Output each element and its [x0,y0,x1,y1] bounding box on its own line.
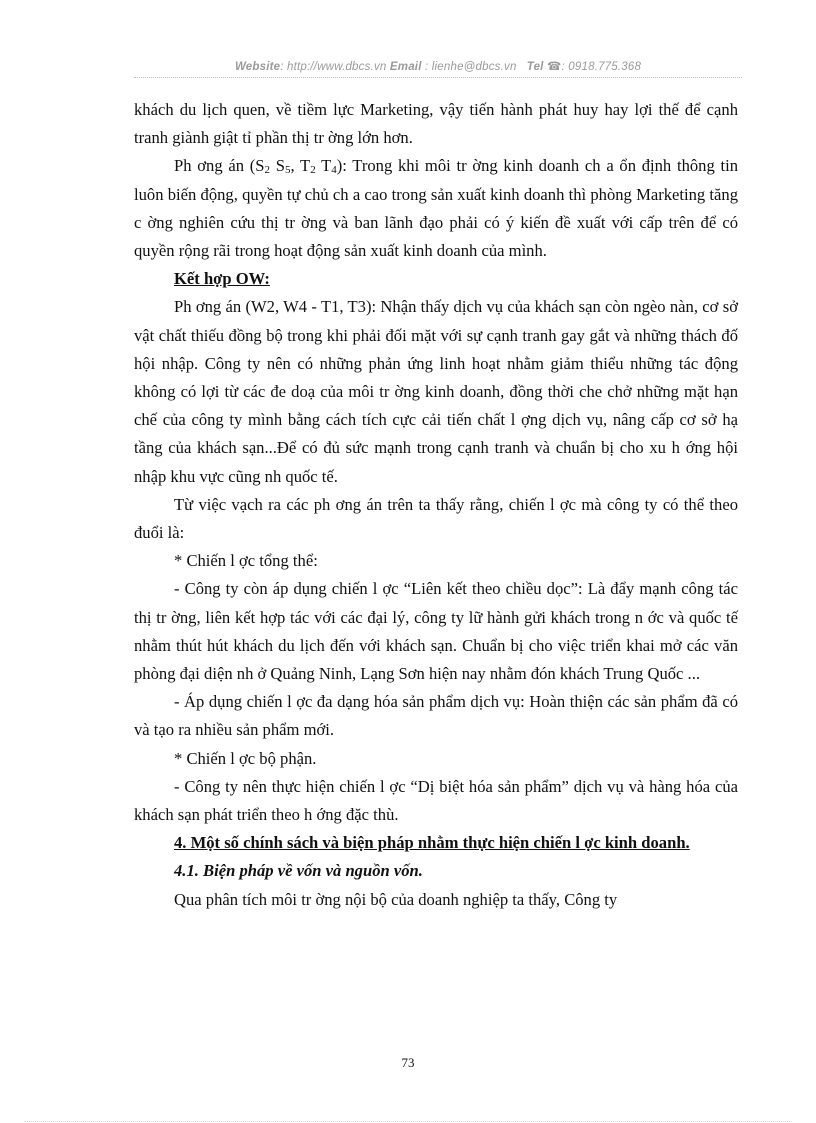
section-heading: 4. Một số chính sách và biện pháp nhằm thực hiện chiến l ợc kinh doanh. [174,833,690,853]
website-value: : http://www.dbcs.vn [280,61,387,73]
subsection-heading: 4.1. Biện pháp về vốn và nguồn vốn. [174,861,423,881]
paragraph: - Công ty nên thực hiện chiến l ợc “Dị biệt hóa sản phẩm” dịch vụ và hàng hóa của khách sạn phát triển theo h ớng đặc thù. [134,776,738,825]
paragraph: - Công ty còn áp dụng chiến l ợc “Liên kết theo chiều dọc”: Là đẩy mạnh công tác thị tr ờng, liên kết hợp tác với các đại lý, công ty lữ hành gửi khách trong n ớc và quốc tế nhằm thút hút khách du lịch đến với khách sạn. Chuẩn bị cho việc triển khai mở các văn phòng đại diện nh ở Quảng Ninh, Lạng Sơn hiện nay nhằm đón khách Trung Quốc ... [134,579,738,684]
paragraph: Qua phân tích môi tr ờng nội bộ của doanh nghiệp ta thấy, Công ty [174,889,618,909]
website-label: Website [234,61,281,73]
paragraph: Ph ơng án (W2, W4 - T1, T3): Nhận thấy dịch vụ của khách sạn còn ngèo nàn, cơ sở vật chất thiếu đồng bộ trong khi phải đối mặt với sự cạnh tranh gay gắt và những thách đố hội nhập. Công ty nên có những phản ứng linh hoạt nhằm giảm thiểu những tác động không có lợi từ các đe doạ của môi tr ờng kinh doanh, đồng thời che chở những mặt hạn chế của công ty mình bằng cách tích cực cải tiến chất l ợng dịch vụ, nâng cấp cơ sở hạ tầng của khách sạn...Để có đủ sức mạnh trong cạnh tranh và chuẩn bị cho xu h ớng hội nhập khu vực cũng nh quốc tế. [134,297,738,486]
paragraph: - Áp dụng chiến l ợc đa dạng hóa sản phẩm dịch vụ: Hoàn thiện các sản phẩm đã có và tạo ra nhiều sản phẩm mới. [134,692,738,740]
paragraph: Ph ơng án ($S_2$ $S_5$, $T_2$ $T_4$): Trong khi môi tr ờng kinh doanh ch a ổn định thông tin luôn biến động, quyền tự chủ ch a cao trong sản xuất kinh doanh thì phòng Marketing tăng c ờng nghiên cứu thị tr ờng và ban lãnh đạo phải có ý kiến đề xuất với cấp trên để có quyền rộng rãi trong hoạt động sản xuất kinh doanh của mình. [134,156,738,261]
tel-label: Tel [526,61,544,73]
email-value: : lienhe@dbcs.vn [421,61,517,73]
document-body [134,96,738,914]
paragraph: khách du lịch quen, về tiềm lực Marketing, vậy tiến hành phát huy hay lợi thế để cạnh tranh giành giật tỉ phần thị tr ờng lớn hơn. [134,100,738,148]
subheading-ow: Kết hợp OW: [174,269,270,289]
page-header [134,59,742,73]
header-divider [134,77,742,78]
paragraph: * Chiến l ợc bộ phận. [174,748,317,768]
page-number: 73 [401,1055,415,1070]
footer-divider [24,1121,792,1122]
tel-value: : 0918.775.368 [561,61,642,73]
paragraph: Từ việc vạch ra các ph ơng án trên ta thấy rằng, chiến l ợc mà công ty có thể theo đuổi là: [134,494,738,543]
telephone-icon: ☎ [546,61,562,73]
paragraph: * Chiến l ợc tổng thể: [174,551,318,571]
email-label: Email [389,61,422,73]
